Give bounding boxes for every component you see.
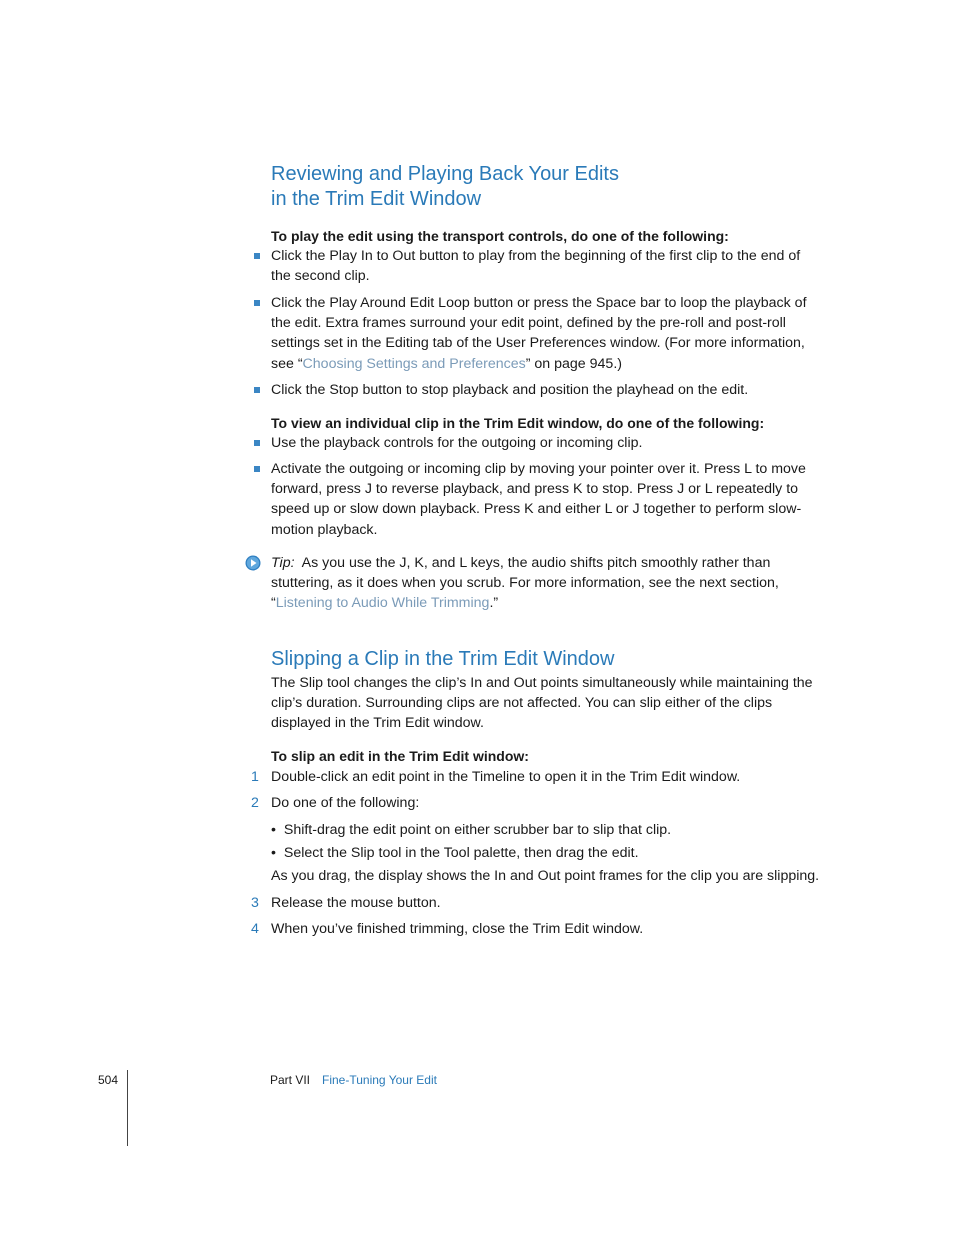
step-text: Do one of the following: [271, 795, 420, 811]
step-number: 3 [251, 895, 259, 911]
bullet-icon [254, 300, 260, 306]
instruction-lead: To slip an edit in the Trim Edit window: [271, 748, 529, 764]
list-item: Click the Stop button to stop playback and position the playhead on the edit. [271, 382, 749, 398]
section-title: Reviewing and Playing Back Your Edits in the Trim Edit Window [271, 163, 619, 210]
footer-divider [127, 1070, 128, 1146]
list-item: Click the Play In to Out button to play from the beginning of the first clip to the end of the second clip. [271, 248, 801, 285]
instruction-lead: To view an individual clip in the Trim Edit window, do one of the following: [271, 415, 765, 431]
list-item: Use the playback controls for the outgoing or incoming clip. [271, 435, 643, 451]
tip-label: Tip: [271, 555, 295, 571]
tip-arrow-icon [245, 555, 261, 571]
section-title: Slipping a Clip in the Trim Edit Window [271, 648, 615, 670]
intro-paragraph: The Slip tool changes the clip’s In and Out points simultaneously while maintaining the clip’s duration. Surrounding clips are not affected. You can slip either of the clips displayed in the Trim Edit window. [271, 675, 813, 732]
step-text: Release the mouse button. [271, 895, 441, 911]
footer-part: Part VII [270, 1073, 311, 1087]
bullet-icon [254, 387, 260, 393]
bullet-icon [254, 440, 260, 446]
footer-chapter-link[interactable]: Fine-Tuning Your Edit [322, 1073, 437, 1087]
step-number: 1 [251, 769, 259, 785]
sub-list-item: • Select the Slip tool in the Tool palette, then drag the edit. [271, 845, 639, 861]
bullet-icon [254, 253, 260, 259]
step-text: When you’ve finished trimming, close the Trim Edit window. [271, 921, 644, 937]
step-number: 4 [251, 921, 259, 937]
sub-list-item: • Shift-drag the edit point on either scrubber bar to slip that clip. [271, 822, 672, 838]
bullet-dot: • [271, 822, 276, 838]
step-text: Double-click an edit point in the Timeline to open it in the Trim Edit window. [271, 769, 741, 785]
page-number: 504 [98, 1073, 119, 1087]
list-item: Click the Play Around Edit Loop button or press the Space bar to loop the playback of the edit. Extra frames surround your edit point, defined by the pre-roll and post-roll settings set in the Editing tab of the User Preferences window. (For more information, see “Choosing Settings and Preferences” on page 945.) [271, 295, 807, 372]
list-item: Activate the outgoing or incoming clip by moving your pointer over it. Press L to move forward, press J to reverse playback, and press K to stop. Press J or L repeatedly to speed up or slow down playback. Press K and either L or J together to perform slow- motion playback. [271, 461, 806, 538]
tip-block: Tip: As you use the J, K, and L keys, the audio shifts pitch smoothly rather than stuttering, as it does when you scrub. For more information, see the next section, “Listening to Audio While Trimming.” [271, 555, 779, 612]
cross-reference-link[interactable]: Listening to Audio While Trimming [275, 595, 490, 612]
cross-reference-link[interactable]: Choosing Settings and Preferences [302, 355, 526, 372]
step-number: 2 [251, 795, 259, 811]
bullet-dot: • [271, 845, 276, 861]
bullet-icon [254, 466, 260, 472]
instruction-lead: To play the edit using the transport controls, do one of the following: [271, 228, 729, 244]
step-note: As you drag, the display shows the In and Out point frames for the clip you are slipping. [271, 868, 820, 884]
